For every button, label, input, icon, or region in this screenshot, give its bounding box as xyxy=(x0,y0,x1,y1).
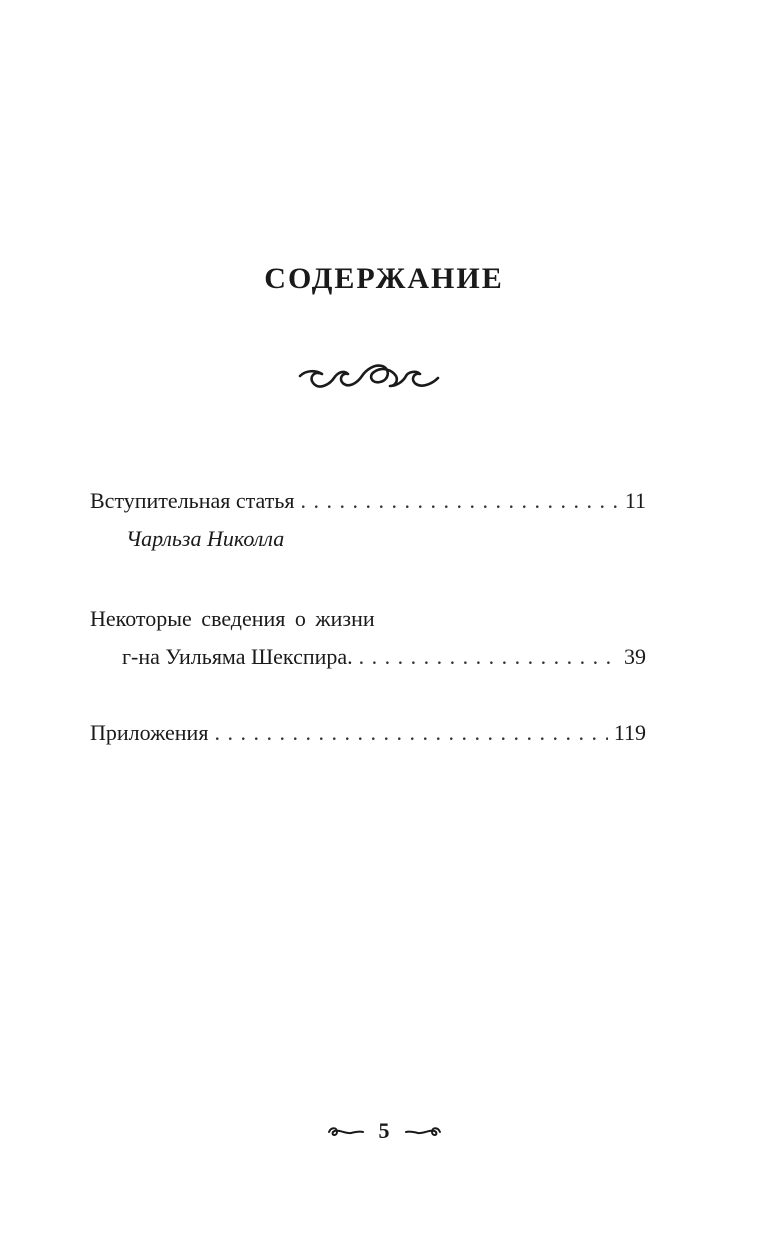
toc-entry-appendices[interactable] xyxy=(90,714,646,752)
page-title: СОДЕРЖАНИЕ xyxy=(264,262,504,295)
toc-entry-biography-line2[interactable] xyxy=(90,638,646,676)
dot-leader xyxy=(359,638,618,676)
toc-entry-page: 119 xyxy=(613,720,646,745)
dot-leader xyxy=(214,714,607,752)
swash-right-icon xyxy=(404,1124,444,1138)
toc-entry-page: 39 xyxy=(624,644,646,669)
dot-leader xyxy=(300,482,618,520)
toc-entry-introduction[interactable] xyxy=(90,482,646,520)
toc-entry-page: 11 xyxy=(624,488,646,513)
page-folio xyxy=(0,1118,768,1144)
page-number: 5 xyxy=(378,1118,390,1143)
table-of-contents xyxy=(90,482,646,752)
swash-left-icon xyxy=(325,1124,365,1138)
toc-entry-author: Чарльза Николла xyxy=(126,526,285,551)
toc-entry-title: Вступительная статья xyxy=(90,488,295,513)
toc-entry-title: Некоторые сведения о жизни xyxy=(90,606,375,631)
toc-entry-title-continued: г-на Уильяма Шекспира. xyxy=(122,644,353,669)
decorative-flourish-icon xyxy=(294,352,444,398)
toc-entry-title: Приложения xyxy=(90,720,209,745)
toc-entry-biography-line1[interactable] xyxy=(90,600,646,638)
